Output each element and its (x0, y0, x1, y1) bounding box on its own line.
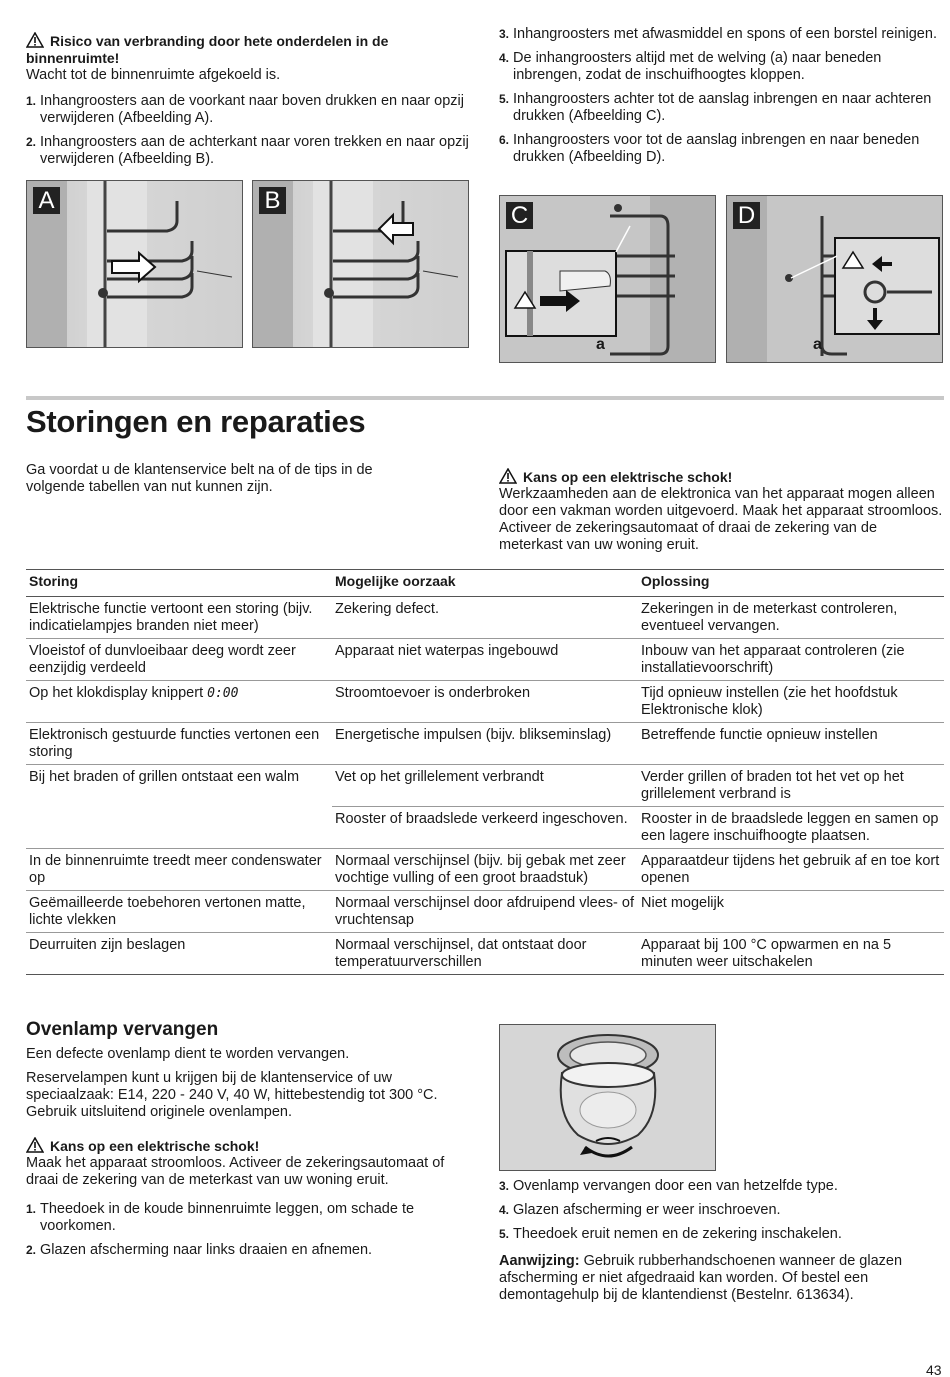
cell-oplossing: Apparaatdeur tijdens het gebruik af en toe kort openen (638, 849, 944, 891)
lamp-warning-title: Kans op een elektrische schok! (26, 1137, 476, 1155)
steps-clean-racks (499, 26, 944, 173)
burn-warning-title: Risico van verbranding door hete onderdelen in de binnenruimte! (26, 33, 389, 66)
table-row (26, 639, 944, 681)
list-item: 5. Inhangroosters achter tot de aanslag inbrengen en naar achteren drukken (Afbeelding C). (499, 91, 932, 124)
table-row (26, 891, 944, 933)
section-intro: Ga voordat u de klantenservice belt na of de tips in de volgende tabellen van nut kunnen zijn. (26, 462, 373, 495)
cell-oorzaak: Zekering defect. (332, 597, 638, 639)
page-number: 43 (926, 1362, 942, 1377)
hint-text: Gebruik rubberhandschoenen wanneer de glazen afscherming er niet afgedraaid kan worden. Of bestel een demontagehulp bij de klantendienst (Bestelnr. 613634). (499, 1253, 903, 1303)
list-item: 4. De inhangroosters altijd met de welving (a) naar beneden inbrengen, zodat de inschuifhoogtes kloppen. (499, 50, 882, 83)
list-item: 2. Inhangroosters aan de achterkant naar voren trekken en naar opzij verwijderen (Afbeelding B). (26, 134, 469, 167)
cell-storing: Deurruiten zijn beslagen (26, 933, 332, 975)
cell-storing: Elektrische functie vertoont een storing (bijv. indicatielampjes branden niet meer) (26, 597, 332, 639)
cell-storing: In de binnenruimte treedt meer condenswater op (26, 849, 332, 891)
lamp-hint (499, 1253, 944, 1304)
burn-warning-text: Wacht tot de binnenruimte afgekoeld is. (26, 67, 281, 83)
lamp-figure (499, 1024, 716, 1171)
burn-warning (26, 32, 476, 84)
table-header-row (26, 570, 944, 597)
cell-oorzaak: Normaal verschijnsel door afdruipend vlees- of vruchtensap (332, 891, 638, 933)
table-row (26, 849, 944, 891)
callout-a: a (813, 336, 822, 353)
list-item: 3. Ovenlamp vervangen door een van hetzelfde type. (499, 1178, 838, 1194)
section-title: Storingen en reparaties (26, 404, 366, 439)
figure-c (499, 195, 716, 363)
warning-triangle-icon (499, 468, 517, 484)
cell-storing: Op het klokdisplay knippert 0:00 (26, 681, 332, 723)
section-divider (26, 396, 944, 400)
figure-label: D (733, 202, 760, 229)
column-header: Mogelijke oorzaak (332, 570, 638, 597)
shock-warning-title: Kans op een elektrische schok! (499, 468, 944, 486)
column-header: Oplossing (638, 570, 944, 597)
lamp-shock-warning (26, 1137, 476, 1189)
lamp-p1: Een defecte ovenlamp dient te worden vervangen. (26, 1046, 350, 1062)
list-item: 1. Theedoek in de koude binnenruimte leggen, om schade te voorkomen. (26, 1201, 415, 1234)
cell-oplossing: Tijd opnieuw instellen (zie het hoofdstuk Elektronische klok) (638, 681, 944, 723)
cell-oplossing: Inbouw van het apparaat controleren (zie installatievoorschrift) (638, 639, 944, 681)
table-row (26, 765, 944, 807)
cell-oplossing: Betreffende functie opnieuw instellen (638, 723, 944, 765)
cell-oorzaak: Normaal verschijnsel (bijv. bij gebak met zeer vochtige vulling of een groot braadstuk) (332, 849, 638, 891)
list-item: 5. Theedoek eruit nemen en de zekering inschakelen. (499, 1226, 842, 1242)
cell-oplossing: Verder grillen of braden tot het vet op het grillelement verbrand is (638, 765, 944, 807)
lamp-p2: Reservelampen kunt u krijgen bij de klantenservice of uw speciaalzaak: E14, 220 - 240 V, 40 W, hittebestendig tot 300 °C. Gebruik uitsluitend originele ovenlampen. (26, 1070, 438, 1120)
cell-storing: Vloeistof of dunvloeibaar deeg wordt zeer eenzijdig verdeeld (26, 639, 332, 681)
table-row (26, 723, 944, 765)
lamp-section-title: Ovenlamp vervangen (26, 1019, 219, 1040)
callout-a: a (596, 336, 605, 353)
cell-storing: Bij het braden of grillen ontstaat een walm (26, 765, 332, 849)
warning-triangle-icon (26, 1137, 44, 1153)
list-item: 3. Inhangroosters met afwasmiddel en spons of een borstel reinigen. (499, 26, 937, 42)
cell-oorzaak: Energetische impulsen (bijv. blikseminslag) (332, 723, 638, 765)
shock-warning (499, 468, 944, 554)
shock-warning-text: Werkzaamheden aan de elektronica van het apparaat mogen alleen door een vakman worden uitgevoerd. Maak het apparaat stroomloos. Activeer de zekeringsautomaat of draai de zekering van de meterkast van uw woning eruit. (499, 486, 943, 553)
figure-d (726, 195, 943, 363)
cell-storing: Geëmailleerde toebehoren vertonen matte, lichte vlekken (26, 891, 332, 933)
steps-lamp-left (26, 1201, 476, 1266)
list-item: 1. Inhangroosters aan de voorkant naar boven drukken en naar opzij verwijderen (Afbeelding A). (26, 93, 465, 126)
lamp-warning-text: Maak het apparaat stroomloos. Activeer de zekeringsautomaat of draai de zekering van de meterkast van uw woning eruit. (26, 1155, 445, 1188)
lamp-cover-illustration (500, 1025, 716, 1171)
list-item: 4. Glazen afscherming er weer inschroeven. (499, 1202, 781, 1218)
cell-storing: Elektronisch gestuurde functies vertonen een storing (26, 723, 332, 765)
cell-oplossing: Rooster in de braadslede leggen en samen op een lagere inschuifhoogte plaatsen. (638, 807, 944, 849)
cell-oplossing: Apparaat bij 100 °C opwarmen en na 5 minuten weer uitschakelen (638, 933, 944, 975)
cell-oplossing: Zekeringen in de meterkast controleren, eventueel vervangen. (638, 597, 944, 639)
cell-oorzaak: Stroomtoevoer is onderbroken (332, 681, 638, 723)
cell-oorzaak: Apparaat niet waterpas ingebouwd (332, 639, 638, 681)
figure-label: A (33, 187, 60, 214)
figure-b (252, 180, 469, 348)
cell-oorzaak: Vet op het grillelement verbrandt (332, 765, 638, 807)
warning-triangle-icon (26, 32, 44, 48)
steps-lamp-right (499, 1178, 944, 1250)
table-row (26, 933, 944, 975)
fault-table (26, 569, 944, 975)
figure-label: B (259, 187, 286, 214)
figure-label: C (506, 202, 533, 229)
hint-label: Aanwijzing: (499, 1253, 580, 1269)
cell-oorzaak: Normaal verschijnsel, dat ontstaat door temperatuurverschillen (332, 933, 638, 975)
cell-oplossing: Niet mogelijk (638, 891, 944, 933)
table-row (26, 597, 944, 639)
column-header: Storing (26, 570, 332, 597)
steps-remove-racks (26, 93, 476, 175)
list-item: 6. Inhangroosters voor tot de aanslag inbrengen en naar beneden drukken (Afbeelding D). (499, 132, 920, 165)
list-item: 2. Glazen afscherming naar links draaien en afnemen. (26, 1242, 373, 1258)
cell-oorzaak: Rooster of braadslede verkeerd ingeschoven. (332, 807, 638, 849)
figure-a (26, 180, 243, 348)
clock-display: 0:00 (207, 686, 239, 701)
table-row (26, 681, 944, 723)
